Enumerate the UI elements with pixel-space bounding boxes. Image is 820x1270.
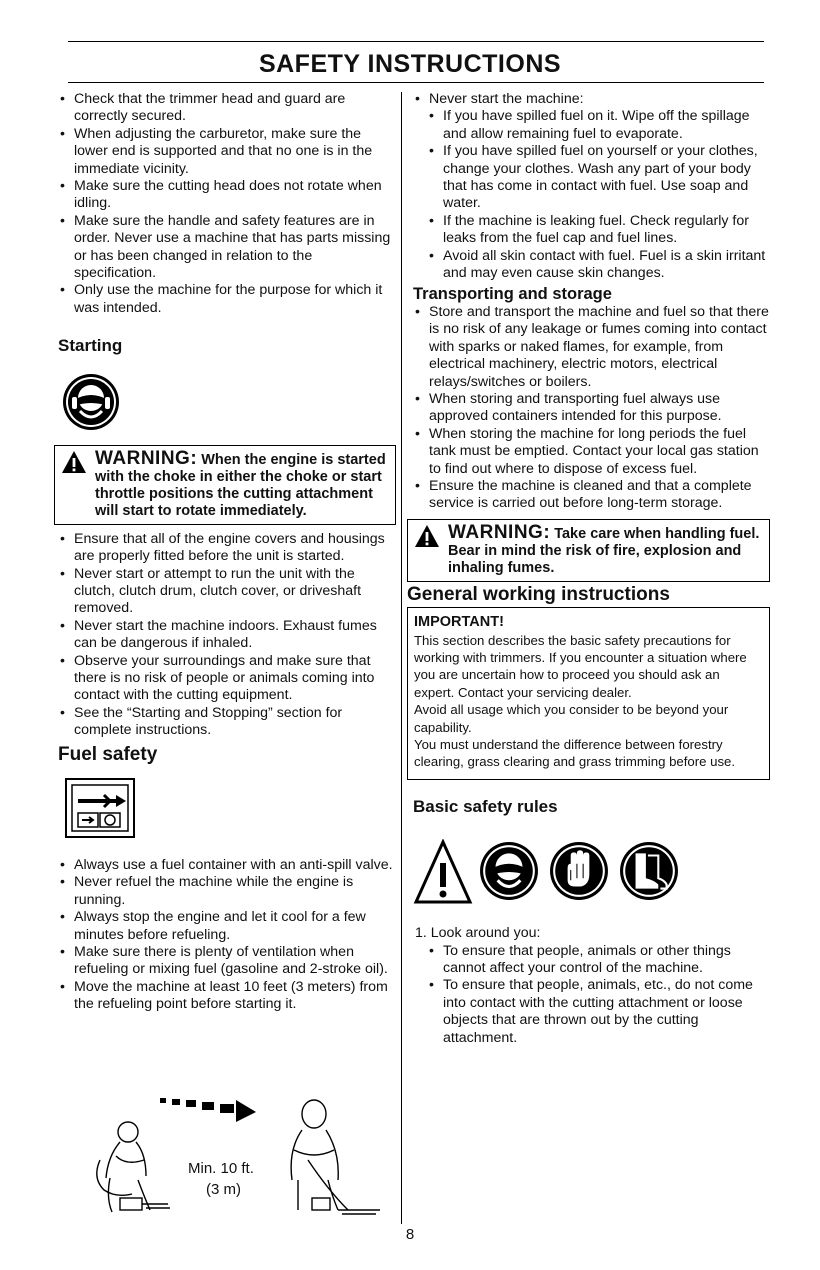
list-item: • Never start the machine indoors. Exhaust fumes can be dangerous if inhaled. bbox=[58, 618, 396, 653]
title-underline bbox=[68, 82, 764, 83]
starting-heading: Starting bbox=[58, 336, 123, 356]
list-item: • When storing the machine for long periods the fuel tank must be emptied. Contact your local gas station to find out where to dispose of excess fuel. bbox=[413, 426, 770, 478]
left-column bbox=[58, 91, 396, 1014]
warning-label: WARNING: bbox=[448, 521, 551, 543]
list-item: • Never refuel the machine while the engine is running. bbox=[58, 874, 396, 909]
list-item: • To ensure that people, animals or other things cannot affect your control of the machine. bbox=[413, 943, 770, 978]
list-item: • Store and transport the machine and fuel so that there is no risk of any leakage or fumes coming into contact with sparks or naked flames, for example, from electrical machinery, electric motors, electrical relays/switches or boilers. bbox=[413, 304, 770, 391]
warning-box-choke bbox=[54, 445, 396, 525]
column-divider bbox=[401, 92, 402, 1224]
fuel-safety-heading: Fuel safety bbox=[58, 743, 158, 765]
intro-bullet-list bbox=[58, 91, 396, 317]
list-item: • If the machine is leaking fuel. Check regularly for leaks from the fuel cap and fuel lines. bbox=[413, 213, 770, 248]
warning-triangle-icon bbox=[414, 524, 440, 548]
list-item bbox=[413, 91, 770, 108]
general-working-heading: General working instructions bbox=[407, 583, 670, 605]
page-number: 8 bbox=[405, 1226, 415, 1243]
person-with-trimmer-icon bbox=[291, 1100, 380, 1214]
boots-icon bbox=[619, 841, 679, 901]
list-item: • Move the machine at least 10 feet (3 meters) from the refueling point before starting it. bbox=[58, 979, 396, 1014]
list-item: • See the “Starting and Stopping” section for complete instructions. bbox=[58, 705, 396, 740]
eye-ear-protection-icon bbox=[479, 841, 539, 901]
warning-text bbox=[61, 447, 389, 520]
arrow-icon bbox=[160, 1098, 256, 1122]
fuel-bullet-list bbox=[58, 857, 396, 1014]
gloves-icon bbox=[549, 841, 609, 901]
right-column bbox=[407, 91, 770, 1047]
list-item: • Make sure the handle and safety features are in order. Never use a machine that has parts missing or has been changed in relation to the specification. bbox=[58, 213, 396, 283]
important-paragraph: This section describes the basic safety precautions for working with trimmers. If you encounter a situation where you are uncertain how to proceed you should ask an expert. Contact your servicing dealer. bbox=[414, 632, 747, 700]
basic-safety-heading: Basic safety rules bbox=[413, 796, 558, 816]
warning-triangle-icon bbox=[61, 450, 87, 474]
page-title: SAFETY INSTRUCTIONS bbox=[258, 50, 562, 78]
important-box bbox=[407, 607, 770, 780]
person-refueling-icon bbox=[97, 1122, 170, 1212]
refueling-distance-illustration bbox=[80, 1090, 400, 1220]
warning-message: Take care when handling fuel. Bear in mind the risk of fire, explosion and inhaling fumes. bbox=[448, 525, 760, 576]
list-item: • If you have spilled fuel on it. Wipe off the spillage and allow remaining fuel to evaporate. bbox=[413, 108, 770, 143]
transport-heading: Transporting and storage bbox=[413, 285, 612, 304]
list-item: • Avoid all skin contact with fuel. Fuel is a skin irritant and may even cause skin changes. bbox=[413, 248, 770, 283]
list-item: • Ensure the machine is cleaned and that a complete service is carried out before long-term storage. bbox=[413, 478, 770, 513]
list-item: • Never start or attempt to run the unit with the clutch, clutch drum, clutch cover, or driveshaft removed. bbox=[58, 566, 396, 618]
safety-icons-row bbox=[413, 839, 770, 909]
never-start-list bbox=[413, 91, 770, 108]
look-around-sub-list bbox=[413, 943, 770, 1047]
warning-text bbox=[414, 521, 763, 577]
list-item: • When storing and transporting fuel always use approved containers intended for this purpose. bbox=[413, 391, 770, 426]
never-start-sub-list bbox=[413, 108, 770, 282]
warning-message: When the engine is started with the choke in either the choke or start throttle positions the cutting attachment will start to rotate immediately. bbox=[95, 451, 386, 519]
warning-label: WARNING: bbox=[95, 447, 198, 469]
list-item: • When adjusting the carburetor, make sure the lower end is supported and that no one is in the immediate vicinity. bbox=[58, 126, 396, 178]
list-item: • Observe your surroundings and make sure that there is no risk of people or animals coming into contact with the cutting equipment. bbox=[58, 653, 396, 705]
warning-box-fuel bbox=[407, 519, 770, 582]
look-around-item: 1. Look around you: bbox=[415, 925, 541, 942]
fuel-container-icon bbox=[64, 777, 136, 839]
list-item: • To ensure that people, animals, etc., do not come into contact with the cutting attachment or loose objects that are thrown out by the cutting attachment. bbox=[413, 977, 770, 1047]
list-item: • Always stop the engine and let it cool for a few minutes before refueling. bbox=[58, 909, 396, 944]
distance-label: Min. 10 ft. bbox=[188, 1160, 254, 1177]
top-rule bbox=[68, 41, 764, 42]
important-heading: IMPORTANT! bbox=[414, 614, 504, 631]
list-item: • Ensure that all of the engine covers and housings are properly fitted before the unit is started. bbox=[58, 531, 396, 566]
list-item: • Always use a fuel container with an anti-spill valve. bbox=[58, 857, 396, 874]
important-paragraph: You must understand the difference between forestry clearing, grass clearing and grass trimming before use. bbox=[414, 737, 736, 770]
list-item: • Make sure there is plenty of ventilation when refueling or mixing fuel (gasoline and 2-stroke oil). bbox=[58, 944, 396, 979]
distance-metric-label: (3 m) bbox=[206, 1181, 241, 1198]
list-item: • Make sure the cutting head does not rotate when idling. bbox=[58, 178, 396, 213]
list-item: • Only use the machine for the purpose for which it was intended. bbox=[58, 282, 396, 317]
important-paragraph: Avoid all usage which you consider to be beyond your capability. bbox=[414, 702, 729, 735]
transport-bullet-list bbox=[413, 304, 770, 513]
starting-bullet-list bbox=[58, 531, 396, 740]
warning-triangle-icon bbox=[413, 839, 473, 905]
list-item: • If you have spilled fuel on yourself or your clothes, change your clothes. Wash any part of your body that has come in contact with fuel. Use soap and water. bbox=[413, 143, 770, 213]
list-item: • Check that the trimmer head and guard are correctly secured. bbox=[58, 91, 396, 126]
list-item-text: Never start the machine: bbox=[429, 91, 584, 107]
eye-ear-protection-icon bbox=[62, 373, 120, 431]
